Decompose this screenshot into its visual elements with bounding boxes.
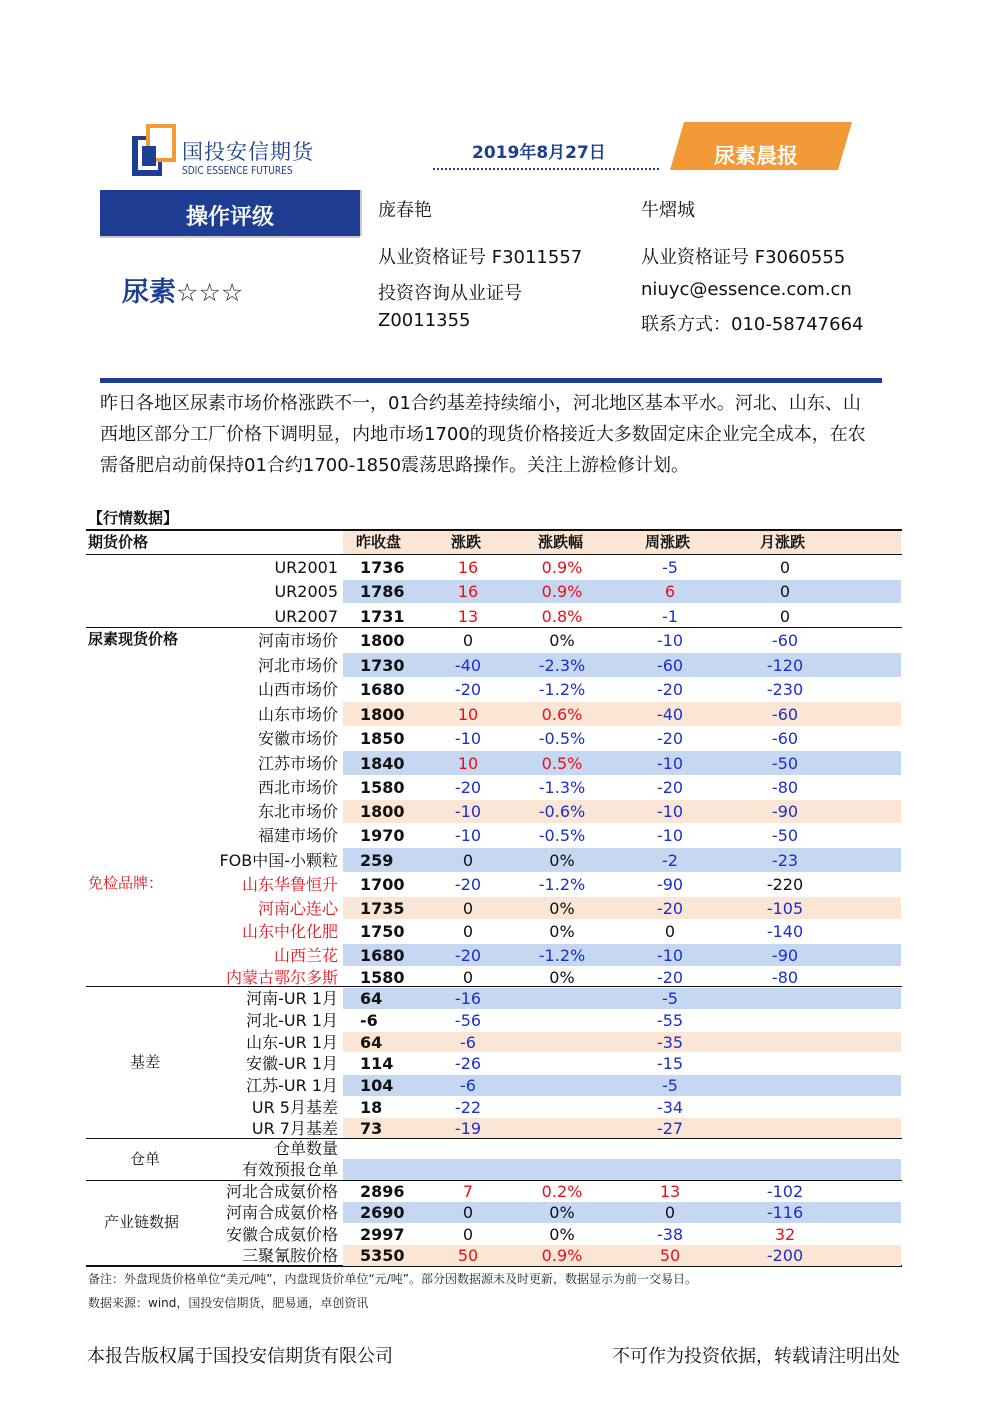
month-value: 0 bbox=[779, 558, 791, 577]
chg-value: 16 bbox=[457, 558, 479, 577]
week-value: -10 bbox=[656, 631, 684, 650]
footer-copyright: 本报告版权属于国投安信期货有限公司 bbox=[87, 1346, 393, 1367]
close-value: 1700 bbox=[360, 875, 405, 894]
week-value: -34 bbox=[656, 1098, 684, 1117]
category-industry-chain: 产业链数据 bbox=[104, 1213, 180, 1231]
row-label: 西北市场价 bbox=[257, 778, 338, 797]
week-value: -55 bbox=[656, 1011, 684, 1030]
pct-value: 0% bbox=[549, 631, 575, 650]
row-label: 内蒙古鄂尔多斯 bbox=[225, 968, 338, 987]
pct-value: 0% bbox=[549, 1203, 575, 1222]
row-label: 有效预报仓单 bbox=[241, 1160, 338, 1179]
week-value: -2 bbox=[662, 851, 678, 870]
row-label: 河北市场价 bbox=[257, 656, 338, 675]
month-value: -80 bbox=[771, 968, 799, 987]
col-header-change: 涨跌 bbox=[451, 533, 482, 551]
week-value: 0 bbox=[664, 1203, 676, 1222]
analyst-2-email[interactable]: niuyc@essence.com.cn bbox=[641, 279, 852, 300]
month-value: -105 bbox=[766, 899, 804, 918]
company-logo bbox=[132, 124, 314, 182]
month-value: -50 bbox=[771, 754, 799, 773]
month-value: 0 bbox=[779, 607, 791, 626]
row-label: 三聚氰胺价格 bbox=[241, 1246, 338, 1265]
row-label: 山东-UR 1月 bbox=[246, 1033, 338, 1052]
row-label: 安徽-UR 1月 bbox=[246, 1054, 338, 1073]
chg-value: -20 bbox=[454, 680, 482, 699]
month-value: 32 bbox=[774, 1225, 796, 1244]
table-rule bbox=[86, 554, 902, 555]
pct-value: 0% bbox=[549, 922, 575, 941]
close-value: 2896 bbox=[360, 1182, 405, 1201]
week-value: -10 bbox=[656, 946, 684, 965]
col-header-futures: 期货价格 bbox=[88, 533, 149, 551]
row-label: 河北合成氨价格 bbox=[225, 1182, 338, 1201]
summary-text bbox=[100, 388, 885, 481]
pct-value: -0.5% bbox=[538, 826, 586, 845]
close-value: 64 bbox=[360, 1033, 383, 1052]
close-value: 1735 bbox=[360, 899, 405, 918]
close-value: 1800 bbox=[360, 705, 405, 724]
chg-value: 0 bbox=[462, 1225, 474, 1244]
chg-value: -56 bbox=[454, 1011, 482, 1030]
close-value: 1750 bbox=[360, 922, 405, 941]
week-value: -20 bbox=[656, 729, 684, 748]
close-value: 73 bbox=[360, 1119, 383, 1138]
row-label: 河北-UR 1月 bbox=[246, 1011, 338, 1030]
chg-value: -22 bbox=[454, 1098, 482, 1117]
row-label: 仓单数量 bbox=[273, 1139, 338, 1158]
close-value: 1730 bbox=[360, 656, 405, 675]
row-label: 江苏-UR 1月 bbox=[246, 1076, 338, 1095]
row-label: 安徽市场价 bbox=[257, 729, 338, 748]
pct-value: 0.2% bbox=[541, 1182, 583, 1201]
close-value: 2690 bbox=[360, 1203, 405, 1222]
row-band bbox=[343, 1159, 901, 1180]
week-value: -10 bbox=[656, 754, 684, 773]
operation-rating-label: 操作评级 bbox=[100, 190, 360, 236]
product-name: 尿素 bbox=[122, 277, 176, 308]
month-value: -90 bbox=[771, 946, 799, 965]
month-value: -140 bbox=[766, 922, 804, 941]
chg-value: 10 bbox=[457, 754, 479, 773]
chg-value: 50 bbox=[457, 1246, 479, 1265]
chg-value: 0 bbox=[462, 922, 474, 941]
pct-value: 0.8% bbox=[541, 607, 583, 626]
pct-value: 0.9% bbox=[541, 558, 583, 577]
week-value: -20 bbox=[656, 778, 684, 797]
close-value: 18 bbox=[360, 1098, 383, 1117]
row-label: 河南合成氨价格 bbox=[225, 1203, 338, 1222]
row-label: 河南-UR 1月 bbox=[246, 989, 338, 1008]
chg-value: 7 bbox=[462, 1182, 474, 1201]
summary-divider bbox=[100, 378, 882, 383]
week-value: -5 bbox=[662, 1076, 678, 1095]
pct-value: 0% bbox=[549, 899, 575, 918]
row-label: 江苏市场价 bbox=[257, 754, 338, 773]
row-label: FOB中国-小颗粒 bbox=[219, 851, 338, 870]
analyst-2-cert: 从业资格证号 F3060555 bbox=[641, 247, 846, 268]
close-value: 64 bbox=[360, 989, 383, 1008]
category-spot-price: 尿素现货价格 bbox=[88, 630, 179, 648]
close-value: 1680 bbox=[360, 946, 405, 965]
pct-value: 0.9% bbox=[541, 582, 583, 601]
category-basis: 基差 bbox=[130, 1053, 161, 1071]
close-value: 1736 bbox=[360, 558, 405, 577]
week-value: -10 bbox=[656, 802, 684, 821]
chg-value: 10 bbox=[457, 705, 479, 724]
row-label: UR2005 bbox=[274, 582, 338, 601]
header-band bbox=[343, 530, 901, 554]
row-label: 山东华鲁恒升 bbox=[241, 875, 338, 894]
close-value: 1580 bbox=[360, 968, 405, 987]
summary-line: 需备肥启动前保持01合约1700-1850震荡思路操作。关注上游检修计划。 bbox=[100, 455, 690, 476]
row-label: 东北市场价 bbox=[257, 802, 338, 821]
chg-value: -10 bbox=[454, 826, 482, 845]
date-underline bbox=[433, 168, 659, 170]
month-value: -23 bbox=[771, 851, 799, 870]
analyst-1-consult-label: 投资咨询从业证号 bbox=[378, 283, 522, 304]
pct-value: -2.3% bbox=[538, 656, 586, 675]
row-band bbox=[343, 1118, 901, 1138]
analyst-2-contact: 联系方式：010-58747664 bbox=[641, 314, 864, 335]
analyst-2-name: 牛熠城 bbox=[641, 200, 695, 221]
chg-value: -20 bbox=[454, 875, 482, 894]
category-warehouse: 仓单 bbox=[130, 1150, 161, 1168]
col-header-month: 月涨跌 bbox=[760, 533, 806, 551]
pct-value: -1.2% bbox=[538, 946, 586, 965]
close-value: 1680 bbox=[360, 680, 405, 699]
chg-value: -6 bbox=[460, 1076, 476, 1095]
close-value: 1970 bbox=[360, 826, 405, 845]
row-label: UR 5月基差 bbox=[251, 1098, 338, 1117]
week-value: 13 bbox=[659, 1182, 681, 1201]
month-value: 0 bbox=[779, 582, 791, 601]
pct-value: -1.3% bbox=[538, 778, 586, 797]
chg-value: 0 bbox=[462, 631, 474, 650]
pct-value: 0% bbox=[549, 851, 575, 870]
week-value: -90 bbox=[656, 875, 684, 894]
row-label: 山东中化化肥 bbox=[241, 922, 338, 941]
row-band bbox=[343, 1075, 901, 1096]
row-label: UR2007 bbox=[274, 607, 338, 626]
week-value: -10 bbox=[656, 826, 684, 845]
col-header-change-pct: 涨跌幅 bbox=[538, 533, 584, 551]
month-value: -102 bbox=[766, 1182, 804, 1201]
week-value: 0 bbox=[664, 922, 676, 941]
month-value: -50 bbox=[771, 826, 799, 845]
close-value: 5350 bbox=[360, 1246, 405, 1265]
col-header-week: 周涨跌 bbox=[645, 533, 691, 551]
chg-value: -40 bbox=[454, 656, 482, 675]
close-value: 1731 bbox=[360, 607, 405, 626]
rating-stars: ☆☆☆ bbox=[176, 278, 244, 307]
row-label: 河南心连心 bbox=[257, 899, 338, 918]
chg-value: -20 bbox=[454, 778, 482, 797]
market-section-title: 【行情数据】 bbox=[88, 509, 179, 527]
analyst-1-consult-id: Z0011355 bbox=[378, 310, 471, 331]
chg-value: 16 bbox=[457, 582, 479, 601]
logo-mark-icon bbox=[132, 124, 178, 178]
pct-value: 0% bbox=[549, 1225, 575, 1244]
table-rule bbox=[86, 529, 902, 531]
month-value: -60 bbox=[771, 729, 799, 748]
close-value: 1850 bbox=[360, 729, 405, 748]
month-value: -120 bbox=[766, 656, 804, 675]
close-value: 104 bbox=[360, 1076, 394, 1095]
row-label: 山西兰花 bbox=[273, 946, 338, 965]
month-value: -60 bbox=[771, 631, 799, 650]
category-exempt-brands: 免检品牌： bbox=[88, 874, 164, 892]
summary-line: 西地区部分工厂价格下调明显，内地市场1700的现货价格接近大多数固定床企业完全成本，在农 bbox=[100, 424, 866, 445]
row-label: 福建市场价 bbox=[257, 826, 338, 845]
close-value: 2997 bbox=[360, 1225, 405, 1244]
row-label: UR 7月基差 bbox=[251, 1119, 338, 1138]
row-label: UR2001 bbox=[274, 558, 338, 577]
close-value: 114 bbox=[360, 1054, 394, 1073]
week-value: 50 bbox=[659, 1246, 681, 1265]
row-label: 山西市场价 bbox=[257, 680, 338, 699]
week-value: -40 bbox=[656, 705, 684, 724]
month-value: -90 bbox=[771, 802, 799, 821]
data-source-note: 数据来源：wind，国投安信期货，肥易通，卓创资讯 bbox=[88, 1296, 369, 1310]
pct-value: -1.2% bbox=[538, 875, 586, 894]
pct-value: 0% bbox=[549, 968, 575, 987]
pct-value: -0.5% bbox=[538, 729, 586, 748]
close-value: 1840 bbox=[360, 754, 405, 773]
week-value: -5 bbox=[662, 989, 678, 1008]
col-header-close: 昨收盘 bbox=[356, 533, 402, 551]
pct-value: -0.6% bbox=[538, 802, 586, 821]
chg-value: 0 bbox=[462, 851, 474, 870]
week-value: -1 bbox=[662, 607, 678, 626]
close-value: 1800 bbox=[360, 631, 405, 650]
week-value: -15 bbox=[656, 1054, 684, 1073]
month-value: -230 bbox=[766, 680, 804, 699]
footer-disclaimer: 不可作为投资依据，转载请注明出处 bbox=[612, 1346, 900, 1367]
row-label: 安徽合成氨价格 bbox=[225, 1225, 338, 1244]
month-value: -200 bbox=[766, 1246, 804, 1265]
chg-value: 0 bbox=[462, 1203, 474, 1222]
week-value: -20 bbox=[656, 899, 684, 918]
chg-value: -26 bbox=[454, 1054, 482, 1073]
close-value: 1786 bbox=[360, 582, 405, 601]
month-value: -60 bbox=[771, 705, 799, 724]
chg-value: -6 bbox=[460, 1033, 476, 1052]
close-value: -6 bbox=[360, 1011, 378, 1030]
chg-value: -16 bbox=[454, 989, 482, 1008]
week-value: -35 bbox=[656, 1033, 684, 1052]
table-rule bbox=[86, 627, 902, 628]
pct-value: 0.9% bbox=[541, 1246, 583, 1265]
week-value: -27 bbox=[656, 1119, 684, 1138]
week-value: -38 bbox=[656, 1225, 684, 1244]
table-rule bbox=[86, 1180, 902, 1181]
week-value: -20 bbox=[656, 968, 684, 987]
report-title: 尿素晨报 bbox=[714, 144, 798, 168]
week-value: -60 bbox=[656, 656, 684, 675]
chg-value: -20 bbox=[454, 946, 482, 965]
analyst-1-name: 庞春艳 bbox=[378, 200, 432, 221]
week-value: -20 bbox=[656, 680, 684, 699]
chg-value: 0 bbox=[462, 899, 474, 918]
rating-product bbox=[122, 270, 243, 309]
chg-value: -19 bbox=[454, 1119, 482, 1138]
pct-value: -1.2% bbox=[538, 680, 586, 699]
close-value: 1580 bbox=[360, 778, 405, 797]
chg-value: -10 bbox=[454, 802, 482, 821]
chg-value: 0 bbox=[462, 968, 474, 987]
row-band bbox=[343, 988, 901, 1009]
chg-value: -10 bbox=[454, 729, 482, 748]
close-value: 1800 bbox=[360, 802, 405, 821]
pct-value: 0.6% bbox=[541, 705, 583, 724]
row-label: 山东市场价 bbox=[257, 705, 338, 724]
summary-line: 昨日各地区尿素市场价格涨跌不一，01合约基差持续缩小，河北地区基本平水。河北、山东、山 bbox=[100, 393, 861, 414]
week-value: 6 bbox=[664, 582, 676, 601]
month-value: -220 bbox=[766, 875, 804, 894]
logo-name-en: SDIC ESSENCE FUTURES bbox=[182, 164, 293, 177]
chg-value: 13 bbox=[457, 607, 479, 626]
row-band bbox=[343, 1032, 901, 1052]
month-value: -80 bbox=[771, 778, 799, 797]
close-value: 259 bbox=[360, 851, 394, 870]
analyst-1-cert: 从业资格证号 F3011557 bbox=[378, 247, 583, 268]
week-value: -5 bbox=[662, 558, 678, 577]
report-title-tag bbox=[670, 122, 852, 170]
month-value: -116 bbox=[766, 1203, 804, 1222]
logo-name-cn: 国投安信期货 bbox=[182, 140, 314, 164]
row-label: 河南市场价 bbox=[257, 631, 338, 650]
table-note: 备注：外盘现货价格单位“美元/吨”，内盘现货价单位“元/吨”。部分因数据源未及时更新，数据显示为前一交易日。 bbox=[88, 1272, 697, 1286]
report-date: 2019年8月27日 bbox=[472, 143, 606, 163]
pct-value: 0.5% bbox=[541, 754, 583, 773]
